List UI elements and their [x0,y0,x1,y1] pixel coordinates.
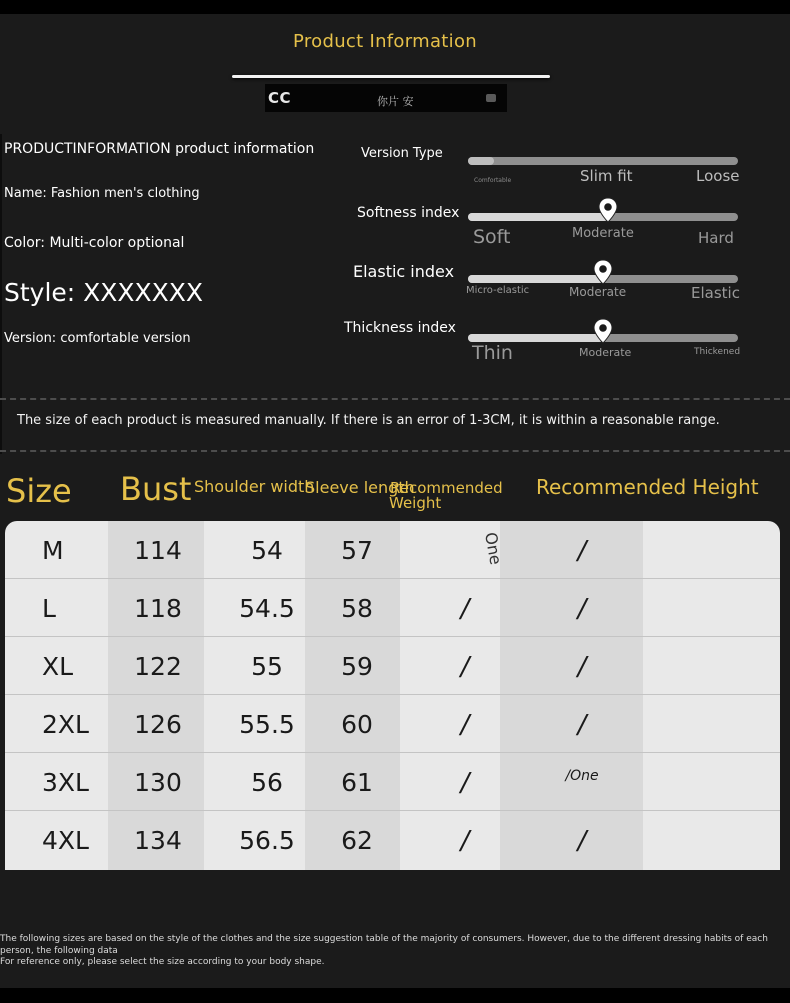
row-divider [5,752,780,753]
cell-height: / [577,826,587,856]
cell-weight: / [460,594,470,624]
index-label-softness: Softness index [357,205,460,221]
cell-sleeve: 62 [341,826,373,855]
cell-shoulder: 56.5 [239,826,295,855]
size-table [5,521,780,870]
measurement-note: The size of each product is measured manually. If there is an error of 1-3CM, it is within a reasonable range. [17,413,720,428]
cell-sleeve: 58 [341,594,373,623]
cell-size: M [42,536,64,565]
cell-shoulder: 55.5 [239,710,295,739]
cell-height: /One [565,768,599,784]
cell-bust: 126 [134,710,182,739]
tick-thin: Thin [472,342,513,364]
frame-edge [0,134,2,454]
cell-bust: 130 [134,768,182,797]
cell-height: / [577,652,587,682]
tick-comfortable: Comfortable [474,177,512,184]
header-sleeve-length: Sleeve length [305,478,415,497]
cell-bust: 118 [134,594,182,623]
index-label-version-type: Version Type [361,146,443,161]
header-size: Size [6,472,72,510]
slider-fill [468,157,494,165]
info-style: Style: XXXXXXX [4,278,204,307]
cell-bust: 114 [134,536,182,565]
tick-thickened: Thickened [694,347,741,357]
cell-sleeve: 57 [341,536,373,565]
cell-size: 3XL [42,768,89,797]
height-column-band [500,521,643,870]
info-heading: PRODUCTINFORMATION product information [4,141,315,157]
row-divider [5,578,780,579]
cell-weight: / [460,710,470,740]
slider-fill [468,275,603,283]
cell-size: XL [42,652,74,681]
tick-hard: Hard [698,229,734,247]
header-recommended-height: Recommended Height [536,475,759,499]
tick-elastic: Elastic [691,284,740,302]
cell-shoulder: 56 [251,768,283,797]
header-shoulder-width: Shoulder width [194,477,315,496]
info-color: Color: Multi-color optional [4,235,185,251]
map-pin-icon [592,259,614,285]
cell-weight: / [460,826,470,856]
cell-shoulder: 54 [251,536,283,565]
tick-micro-elastic: Micro-elastic [466,285,530,296]
cell-bust: 134 [134,826,182,855]
cell-height: / [577,594,587,624]
logo-underline [232,75,550,78]
cell-size: 2XL [42,710,89,739]
top-bar [0,0,790,14]
map-pin-icon [597,197,619,223]
brand-logo-mark: 你片 安 [377,95,414,108]
divider-bottom [0,450,790,452]
cell-shoulder: 54.5 [239,594,295,623]
slider-fill [468,213,608,221]
cell-sleeve: 59 [341,652,373,681]
cell-weight: One [481,530,506,567]
tick-soft: Soft [473,226,511,248]
tick-slim-fit: Slim fit [580,167,633,185]
cell-weight: / [460,768,470,798]
info-version: Version: comfortable version [4,331,191,346]
cell-weight: / [460,652,470,682]
cell-sleeve: 61 [341,768,373,797]
cell-sleeve: 60 [341,710,373,739]
cell-size: L [42,594,56,623]
cell-bust: 122 [134,652,182,681]
cell-height: / [577,710,587,740]
row-divider [5,694,780,695]
bottom-bar [0,988,790,1003]
cell-size: 4XL [42,826,89,855]
tick-loose: Loose [696,167,740,185]
index-label-elastic: Elastic index [353,262,455,281]
footer-note: The following sizes are based on the style of the clothes and the size suggestion table of the majority of consumers. However, due to the different dressing habits of each person, the following data [0,934,768,956]
sleeve-column-band [305,521,400,870]
index-label-thickness: Thickness index [344,320,456,336]
header-bust: Bust [120,470,192,508]
tick-moderate: Moderate [572,226,634,241]
info-name: Name: Fashion men's clothing [4,186,200,201]
brand-logo-text: CC [268,89,292,107]
row-divider [5,810,780,811]
map-pin-icon [592,318,614,344]
bust-column-band [108,521,204,870]
tick-moderate: Moderate [579,346,632,359]
logo-dot-icon [486,94,496,102]
cell-shoulder: 55 [251,652,283,681]
header-recommended-weight-line2: Weight [389,494,442,512]
page-title: Product Information [293,31,477,52]
version-type-slider [468,157,738,165]
slider-fill [468,334,603,342]
cell-height: / [577,536,587,566]
divider-top [0,398,790,400]
header-recommended-weight: Recommended [390,479,503,497]
row-divider [5,636,780,637]
footer-reference: For reference only, please select the size according to your body shape. [0,957,325,967]
tick-moderate: Moderate [569,285,627,299]
